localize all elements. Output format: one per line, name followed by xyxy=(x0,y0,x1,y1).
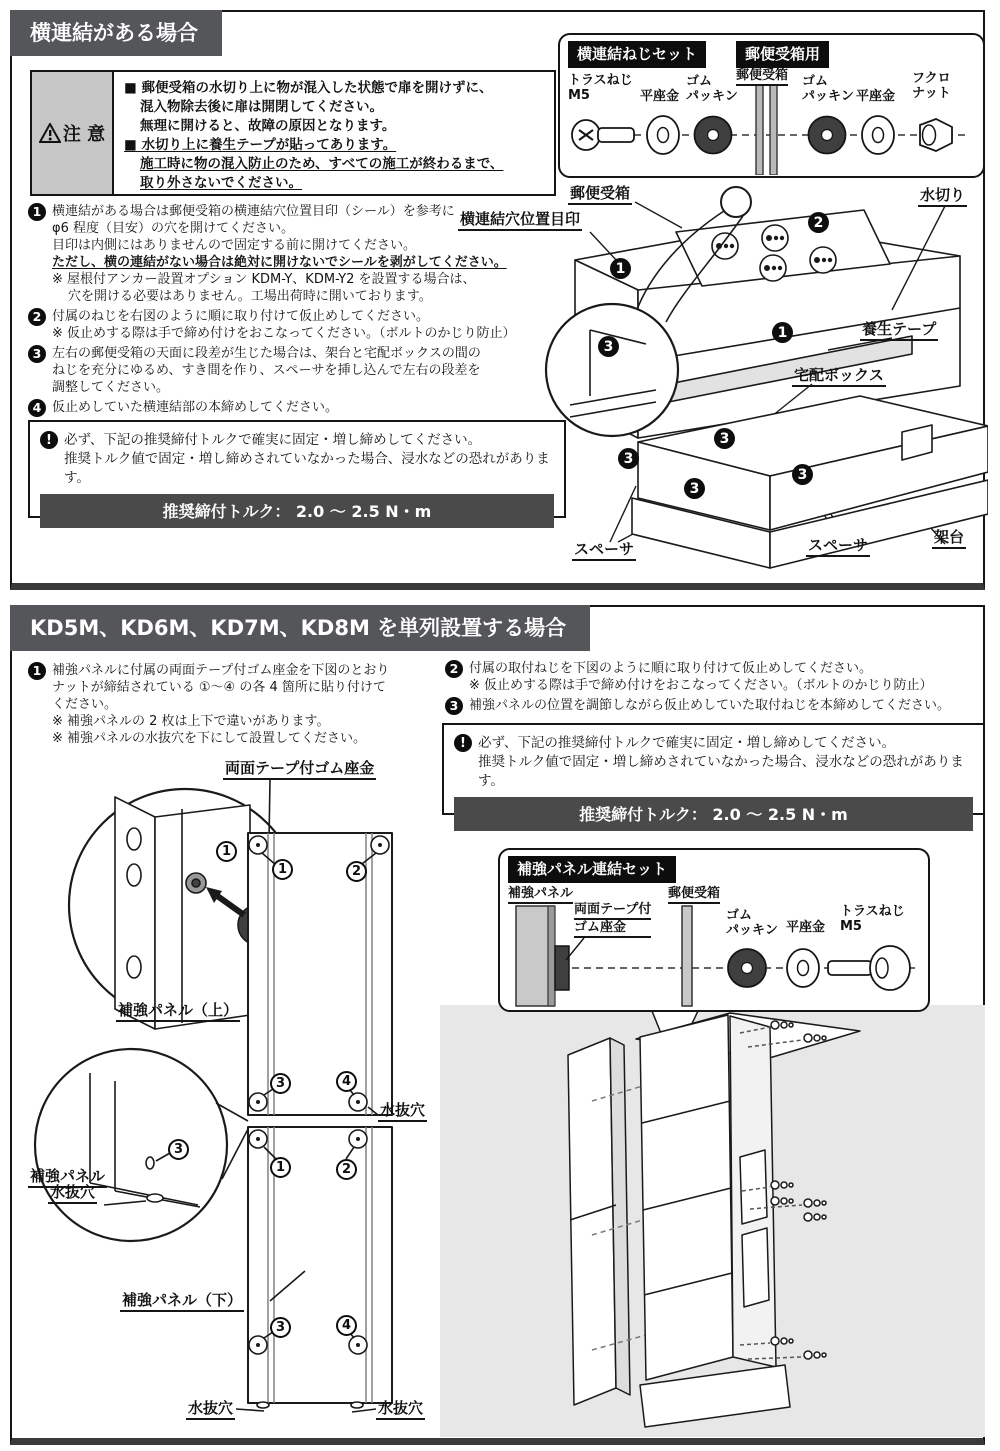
step-4-text xyxy=(52,399,338,417)
cabinet-assembly-diagram xyxy=(440,1005,985,1437)
step-3-text xyxy=(52,345,481,396)
label-panel-lower: 補強パネル（下） xyxy=(120,1291,244,1312)
part-label-tape-washer: 両面テープ付 ゴム座金 xyxy=(574,902,651,938)
torque-value-bar: 推奨締付トルク： 2.0 ～ 2.5 N・m xyxy=(454,797,973,831)
part-label-rubber-packing: ゴム パッキン xyxy=(802,74,854,104)
position-2: 2 xyxy=(336,1159,357,1180)
step-line: 穴を開ける必要はありません。工場出荷時に開いております。 xyxy=(68,289,432,304)
step-line: 目印は内側にはありませんので固定する前に開けてください。 xyxy=(52,238,417,253)
position-1: 1 xyxy=(216,841,237,862)
exclamation-icon: ! xyxy=(40,431,58,449)
part-label-flat-washer: 平座金 xyxy=(786,920,826,935)
caution-line: ■ 水切り上に養生テープが貼ってあります。 xyxy=(124,137,397,153)
position-3: 3 xyxy=(270,1317,291,1338)
torque-text: 必ず、下記の推奨締付トルクで確実に固定・増し締めしてください。 xyxy=(478,735,896,751)
step-line: ナットが締結されている ①～④ の各 4 箇所に貼り付けて xyxy=(52,680,386,695)
step-number-badge: 3 xyxy=(28,345,46,363)
part-label-truss-screw: トラスねじ M5 xyxy=(840,904,905,934)
step-line: 左右の郵便受箱の天面に段差が生じた場合は、架台と宅配ボックスの間の xyxy=(52,346,481,361)
mailbox-join-line-art xyxy=(440,180,988,588)
step-number-badge: 4 xyxy=(28,399,46,417)
section2-left-steps xyxy=(28,662,438,750)
marker-3: 3 xyxy=(684,478,705,499)
label-spacer-left: スペーサ xyxy=(572,540,636,561)
marker-1: 1 xyxy=(610,258,631,279)
position-4: 4 xyxy=(336,1315,357,1336)
marker-3: 3 xyxy=(618,448,639,469)
label-drip-edge: 水切り xyxy=(918,186,967,207)
panel-join-set-badge: 補強パネル連結セット xyxy=(508,856,676,883)
step-line: 補強パネルに付属の両面テープ付ゴム座金を下図のとおり xyxy=(52,663,390,678)
part-label-rubber-packing: ゴム パッキン xyxy=(686,74,738,104)
step-number-badge: 2 xyxy=(445,660,463,678)
step-line: ※ 補強パネルの 2 枚は上下で違いがあります。 xyxy=(52,714,330,729)
label-panel-upper: 補強パネル（上） xyxy=(116,1001,240,1022)
part-label-truss-screw: トラスねじ M5 xyxy=(568,73,633,103)
label-protective-tape: 養生テープ xyxy=(860,320,938,341)
step-1-text xyxy=(52,203,507,305)
marker-2: 2 xyxy=(808,212,829,233)
step-line: ※ 仮止めする際は手で締め付けをおこなってください。（ボルトのかじり防止） xyxy=(469,678,933,693)
marker-3: 3 xyxy=(792,464,813,485)
section1-title-text: 横連結がある場合 xyxy=(30,21,198,45)
screw-set-badge: 横連結ねじセット xyxy=(568,41,706,68)
part-label-flat-washer: 平座金 xyxy=(856,89,896,104)
step-number-badge: 3 xyxy=(445,697,463,715)
torque-value-bar: 推奨締付トルク： 2.0 ～ 2.5 N・m xyxy=(40,494,554,528)
position-4: 4 xyxy=(336,1071,357,1092)
label-spacer-right: スペーサ xyxy=(806,536,870,557)
section2-right-steps xyxy=(445,660,985,718)
label-delivery-box: 宅配ボックス xyxy=(792,366,886,387)
part-label-rubber-packing: ゴム パッキン xyxy=(726,908,778,938)
part-label-panel: 補強パネル xyxy=(508,886,573,904)
label-drain-hole: 水抜穴 xyxy=(186,1399,235,1420)
panel-placement-diagram xyxy=(20,755,440,1451)
panel-join-set-box xyxy=(498,848,930,1012)
marker-3: 3 xyxy=(714,428,735,449)
torque-line-2: 推奨トルク値で固定・増し締めされていなかった場合、浸水などの恐れがあります。 xyxy=(64,451,550,486)
mailbox-use-badge: 郵便受箱用 xyxy=(736,41,829,68)
label-tape-washer: 両面テープ付ゴム座金 xyxy=(223,759,376,780)
step-3 xyxy=(445,697,985,715)
step-line: 補強パネルの位置を調節しながら仮止めしていた取付ねじを本締めしてください。 xyxy=(469,698,951,713)
step-number-badge: 1 xyxy=(28,203,46,221)
caution-line: 施工時に物の混入防止のため、すべての施工が終わるまで、 xyxy=(140,156,504,172)
step-line: ※ 補強パネルの水抜穴を下にして設置してください。 xyxy=(52,731,367,746)
step-line: 仮止めしていた横連結部の本締めしてください。 xyxy=(52,400,339,415)
position-3: 3 xyxy=(168,1139,189,1160)
step-number-badge: 1 xyxy=(28,662,46,680)
caution-line: ■ 郵便受箱の水切り上に物が混入した状態で扉を開けずに、 xyxy=(124,80,493,96)
step-line: 付属の取付ねじを下図のように順に取り付けて仮止めしてください。 xyxy=(469,661,873,676)
position-2: 2 xyxy=(346,861,367,882)
torque-line-2: 推奨トルク値で固定・増し締めされていなかった場合、浸水などの恐れがあります。 xyxy=(478,754,964,789)
caution-label xyxy=(32,72,114,194)
position-1: 1 xyxy=(270,1157,291,1178)
part-label-mailbox: 郵便受箱 xyxy=(736,68,788,86)
label-drain-hole: 水抜穴 xyxy=(378,1101,427,1122)
step-line: 横連結がある場合は郵便受箱の横連結穴位置目印（シール）を参考に xyxy=(52,204,455,219)
torque-text: 必ず、下記の推奨締付トルクで確実に固定・増し締めしてください。 xyxy=(64,432,482,448)
step-line: ※ 仮止めする際は手で締め付けをおこなってください。（ボルトのかじり防止） xyxy=(52,326,516,341)
marker-3: 3 xyxy=(598,336,619,357)
torque-line-1 xyxy=(454,734,973,753)
marker-1: 1 xyxy=(772,322,793,343)
step-line: φ6 程度（目安）の穴を開けてください。 xyxy=(52,221,294,236)
part-label-flat-washer: 平座金 xyxy=(640,89,680,104)
section1-title xyxy=(10,10,222,56)
step-line: ください。 xyxy=(52,697,118,712)
step-1-text xyxy=(52,662,389,747)
caution-text xyxy=(114,72,511,194)
caution-line: 取り外さないでください。 xyxy=(140,175,302,191)
step-line: ただし、横の連結がない場合は絶対に開けないでシールを剥がしてください。 xyxy=(52,255,507,270)
label-mailbox: 郵便受箱 xyxy=(568,184,632,205)
step-line: 調整してください。 xyxy=(52,380,170,395)
label-panel: 補強パネル xyxy=(28,1167,107,1188)
position-3: 3 xyxy=(270,1073,291,1094)
step-line: ねじを充分にゆるめ、すき間を作り、スペーサを挿し込んで左右の段差を xyxy=(52,363,481,378)
step-number-badge: 2 xyxy=(28,308,46,326)
step-3-text xyxy=(469,697,950,715)
label-hole-position-mark: 横連結穴位置目印 xyxy=(458,210,582,231)
part-label-cap-nut: フクロ ナット xyxy=(912,71,951,101)
part-label-mailbox: 郵便受箱 xyxy=(668,886,720,904)
step-2-text xyxy=(469,660,933,694)
label-drain-hole: 水抜穴 xyxy=(48,1183,97,1204)
section2-title xyxy=(10,605,590,651)
exclamation-icon: ! xyxy=(454,734,472,752)
torque-warning-box xyxy=(442,723,985,824)
label-drain-hole: 水抜穴 xyxy=(376,1399,425,1420)
position-1: 1 xyxy=(272,859,293,880)
warning-triangle-icon xyxy=(39,123,61,143)
horizontal-join-diagram xyxy=(440,180,988,588)
section2-title-text: KD5M、KD6M、KD7M、KD8M を単列設置する場合 xyxy=(30,616,567,640)
caution-label-text: 注 意 xyxy=(62,124,106,145)
label-stand: 架台 xyxy=(932,528,966,549)
cabinet-line-art xyxy=(440,1005,985,1437)
caution-box xyxy=(30,70,556,196)
step-2 xyxy=(445,660,985,694)
step-line: 付属のねじを右図のように順に取り付けて仮止めしてください。 xyxy=(52,309,430,324)
step-1 xyxy=(28,662,438,747)
caution-line: 無理に開けると、故障の原因となります。 xyxy=(140,118,396,134)
step-line: ※ 屋根付アンカー設置オプション KDM-Y、KDM-Y2 を設置する場合は、 xyxy=(52,272,476,287)
caution-line: 混入物除去後に扉は開閉してください。 xyxy=(140,99,383,115)
screw-set-box xyxy=(558,33,985,178)
